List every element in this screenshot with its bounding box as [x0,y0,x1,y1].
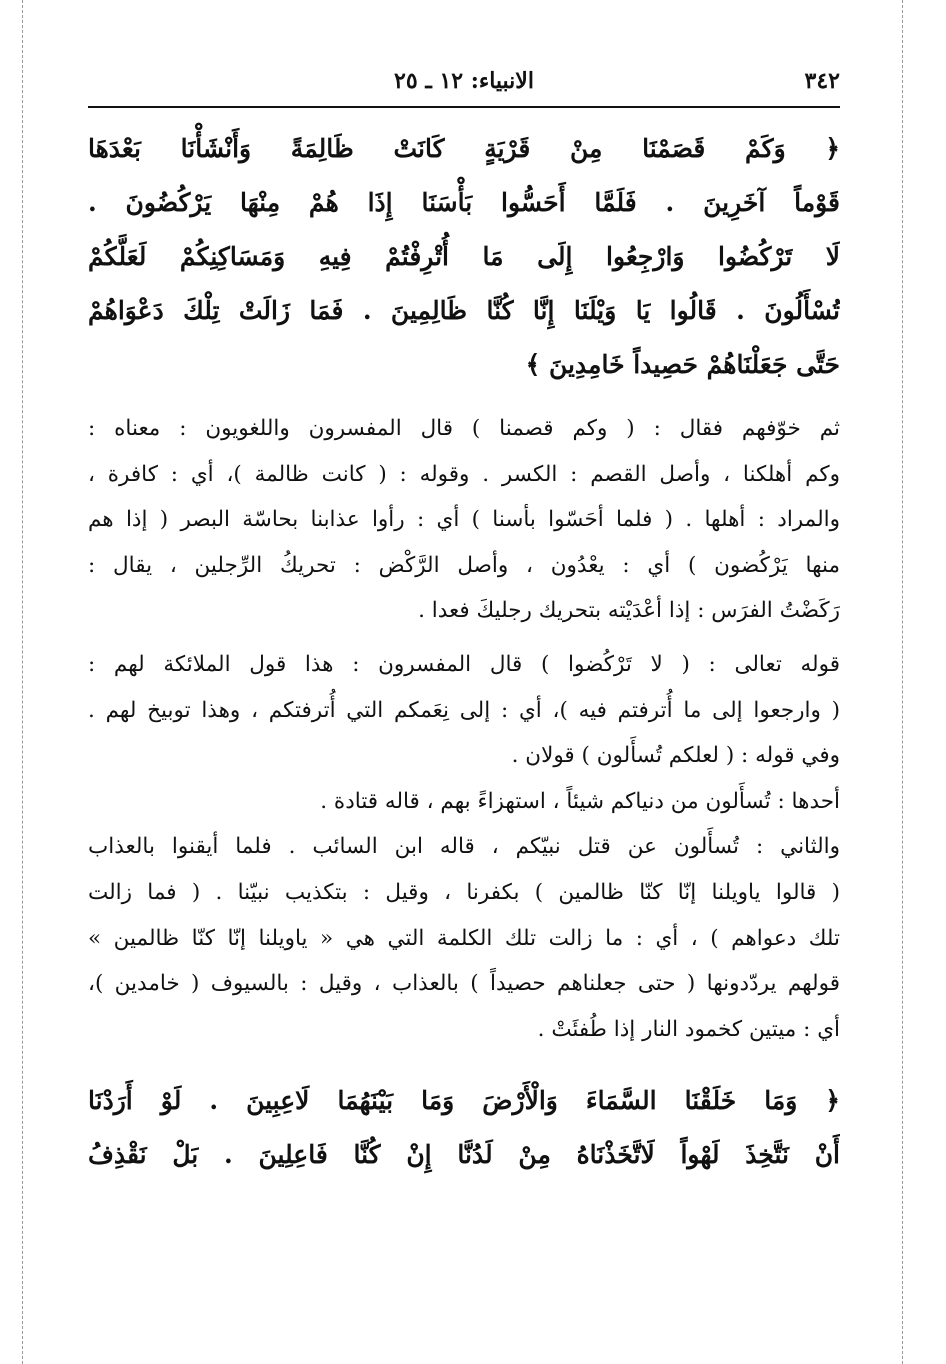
commentary-paragraph [88,406,840,634]
text-line: ثم خوّفهم فقال : ( وكم قصمنا ) قال المفسرون واللغويون : معناه : [88,416,840,441]
verse-line: حَتَّى جَعَلْنَاهُمْ حَصِيداً خَامِدِينَ ﴾ [525,350,840,379]
scan-fold-line-right [902,0,903,1364]
text-line: رَكَضْتُ الفرَس : إذا أعْدَيْته بتحريك رجليكَ فعدا . [418,598,840,624]
text-line: والثاني : تُسأَلون عن قتل نبيّكم ، قاله ابن السائب . فلما أيقنوا بالعذاب [88,834,840,860]
quran-verse-block [88,1074,840,1182]
quran-verse-block [88,122,840,392]
verse-line: تُسْأَلُونَ . قَالُوا يَا وَيْلَنَا إِنَّا كُنَّا ظَالِمِينَ . فَمَا زَالَتْ تِلْكَ دَعْوَاهُمْ [88,296,840,325]
text-line: والمراد : أهلها . ( فلما أحَسّوا بأسنا ) أي : رأوا عذابنا بحاسّة البصر ( إذا هم [88,507,840,533]
scan-fold-line-left [22,0,23,1364]
page-number: ٣٤٢ [804,68,840,94]
running-title: الانبياء: ١٢ ـ ٢٥ [394,68,534,94]
text-line: منها يَرْكُضون ) أي : يعْدُون ، وأصل الرَّكْض : تحريكُ الرِّجلين ، يقال : [88,552,840,578]
verse-line: أَنْ نَتَّخِذَ لَهْواً لَاتَّخَذْنَاهُ مِنْ لَدُنَّا إِنْ كُنَّا فَاعِلِينَ . بَلْ نَقْذِفُ [88,1140,840,1170]
page-header [88,62,840,108]
verse-line: لَا تَرْكُضُوا وَارْجِعُوا إِلَى مَا أُتْرِفْتُمْ فِيهِ وَمَسَاكِنِكُمْ لَعَلَّكُمْ [88,242,840,271]
text-line: قولهم يردّدونها ( حتى جعلناهم حصيداً ) بالعذاب ، وقيل : بالسيوف ( خامدين )، [88,971,840,997]
book-page [88,62,840,1182]
text-line: ( قالوا ياويلنا إنّا كنّا ظالمين ) بكفرنا ، وقيل : بتكذيب نبيّنا . ( فما زالت [88,879,840,905]
commentary-paragraph [88,642,840,779]
text-line: وكم أهلكنا ، وأصل القصم : الكسر . وقوله : ( كانت ظالمة )، أي : كافرة ، [88,461,840,487]
text-line: أي : ميتين كخمود النار إذا طُفئَتْ . [537,1016,840,1042]
verse-line: ﴿ وَمَا خَلَقْنَا السَّمَاءَ وَالْأَرْضَ وَمَا بَيْنَهُمَا لَاعِبِينَ . لَوْ أَرَدْنَا [88,1086,840,1116]
text-line: قوله تعالى : ( لا تَرْكُضوا ) قال المفسرون : هذا قول الملائكة لهم : [88,651,840,677]
text-line: أحدها : تُسأَلون من دنياكم شيئاً ، استهزاءً بهم ، قاله قتادة . [320,788,840,814]
commentary-paragraph [88,779,840,825]
commentary-paragraph [88,824,840,1052]
text-line: وفي قوله : ( لعلكم تُسأَلون ) قولان . [511,743,840,769]
text-line: تلك دعواهم ) ، أي : ما زالت تلك الكلمة التي هي « ياويلنا إنّا كنّا ظالمين » [88,925,840,951]
verse-line: قَوْماً آخَرِينَ . فَلَمَّا أَحَسُّوا بَأْسَنَا إِذَا هُمْ مِنْهَا يَرْكُضُونَ . [88,188,840,217]
verse-line: ﴿ وَكَمْ قَصَمْنَا مِنْ قَرْيَةٍ كَانَتْ ظَالِمَةً وَأَنْشَأْنَا بَعْدَهَا [88,134,840,163]
text-line: ( وارجعوا إلى ما أُترفتم فيه )، أي : إلى نِعَمكم التي أُترفتكم ، وهذا توبيخ لهم . [88,697,840,723]
